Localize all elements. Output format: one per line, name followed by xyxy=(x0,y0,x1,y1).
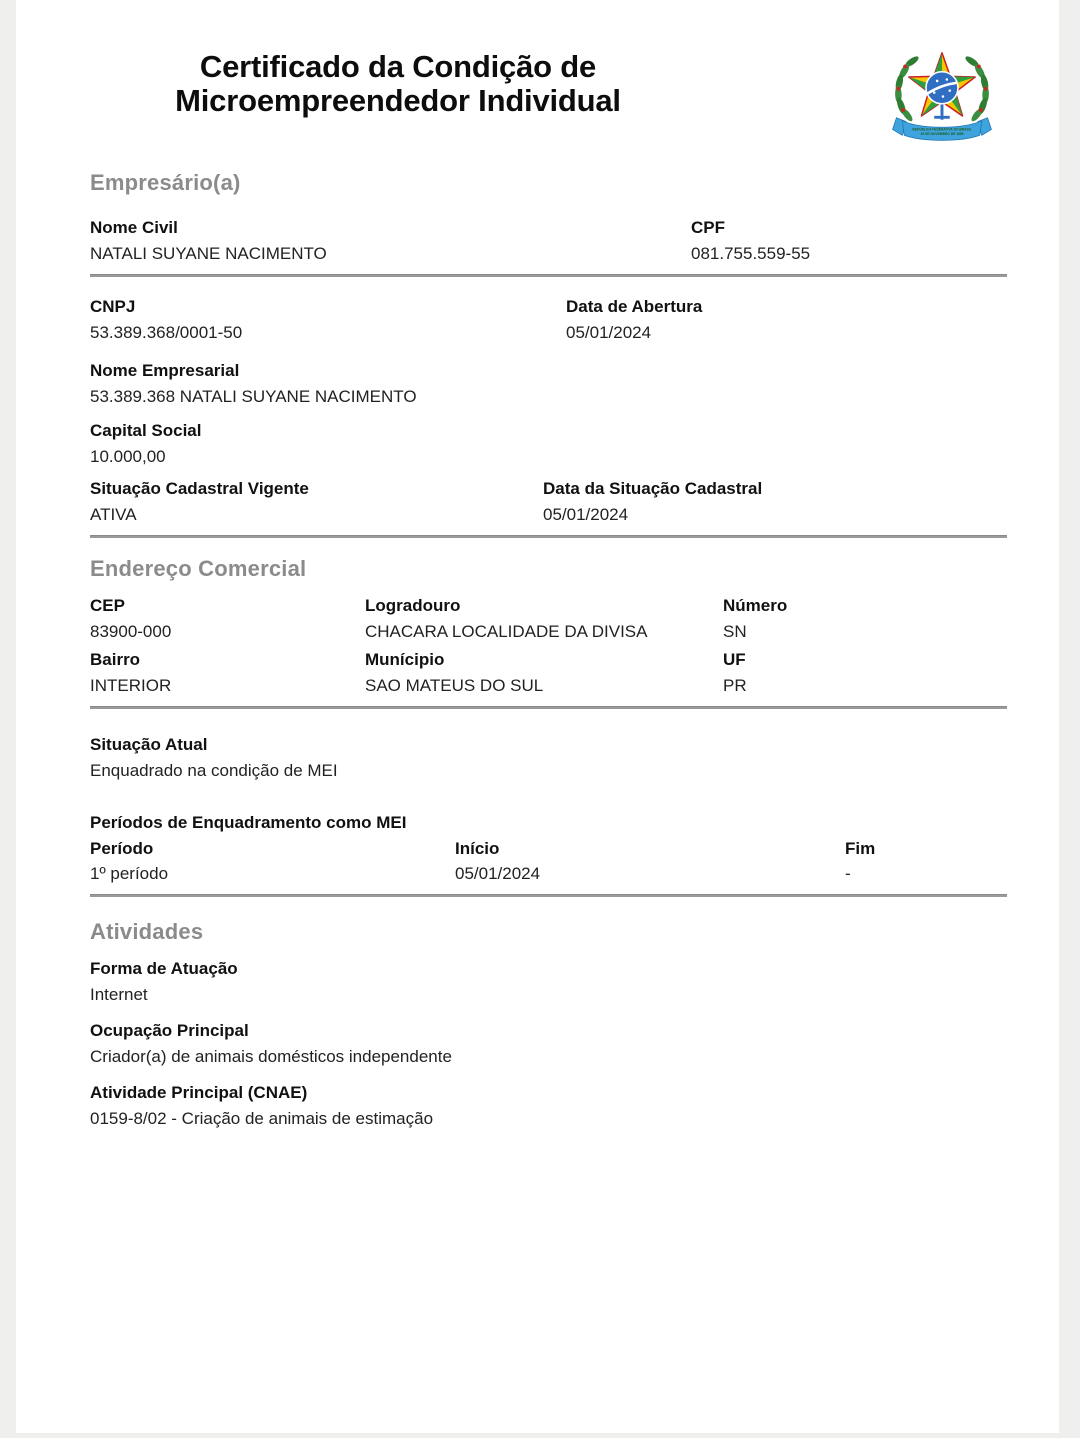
row-nome-civil-cpf xyxy=(90,218,1007,264)
page-title-line1: Certificado da Condição de xyxy=(199,49,597,84)
cell-inicio: 05/01/2024 xyxy=(455,864,541,883)
field-nome-empresarial xyxy=(90,361,1007,407)
field-cnpj xyxy=(90,297,566,343)
brazil-coat-of-arms-icon xyxy=(879,44,1005,146)
cnpj-value: 53.389.368/0001-50 xyxy=(90,323,243,342)
certificate-page xyxy=(16,0,1059,1433)
cpf-label: CPF xyxy=(691,218,725,237)
uf-label: UF xyxy=(723,650,746,669)
bairro-label: Bairro xyxy=(90,650,141,669)
section-header-endereco: Endereço Comercial xyxy=(90,556,307,581)
field-data-situacao xyxy=(543,479,1007,525)
document-header xyxy=(90,0,1007,137)
cep-value: 83900-000 xyxy=(90,622,172,641)
situacao-atual-value: Enquadrado na condição de MEI xyxy=(90,761,338,780)
field-cep xyxy=(90,596,365,642)
situacao-atual-label: Situação Atual xyxy=(90,735,208,754)
nome-civil-label: Nome Civil xyxy=(90,218,178,237)
field-nome-civil xyxy=(90,218,691,264)
logradouro-label: Logradouro xyxy=(365,596,461,615)
data-situacao-value: 05/01/2024 xyxy=(543,505,629,524)
ocupacao-principal-value: Criador(a) de animais domésticos independente xyxy=(90,1047,452,1066)
field-ocupacao-principal xyxy=(90,1021,1007,1067)
data-abertura-value: 05/01/2024 xyxy=(566,323,652,342)
wreath-right xyxy=(964,55,990,123)
numero-label: Número xyxy=(723,596,788,615)
forma-atuacao-value: Internet xyxy=(90,985,148,1004)
cnpj-label: CNPJ xyxy=(90,297,136,316)
logradouro-value: CHACARA LOCALIDADE DA DIVISA xyxy=(365,622,648,641)
situacao-cadastral-label: Situação Cadastral Vigente xyxy=(90,479,309,498)
field-uf xyxy=(723,650,1007,696)
periodos-header: Períodos de Enquadramento como MEI xyxy=(90,813,407,832)
field-atividade-cnae xyxy=(90,1083,1007,1129)
bairro-value: INTERIOR xyxy=(90,676,172,695)
ribbon-text-line2: 15 DE NOVEMBRO DE 1889 xyxy=(920,132,964,137)
divider xyxy=(90,706,1007,709)
row-situacao-cadastral xyxy=(90,479,1007,525)
field-situacao-cadastral xyxy=(90,479,543,525)
capital-social-value: 10.000,00 xyxy=(90,447,166,466)
capital-social-label: Capital Social xyxy=(90,421,202,440)
situacao-cadastral-value: ATIVA xyxy=(90,505,137,524)
field-municipio xyxy=(365,650,723,696)
nome-empresarial-value: 53.389.368 NATALI SUYANE NACIMENTO xyxy=(90,387,417,406)
divider xyxy=(90,894,1007,897)
cep-label: CEP xyxy=(90,596,125,615)
page-title-line2: Microempreendedor Individual xyxy=(175,83,621,118)
periodos-table-header xyxy=(90,839,1007,859)
nome-civil-value: NATALI SUYANE NACIMENTO xyxy=(90,244,327,263)
field-situacao-atual xyxy=(90,735,1007,781)
municipio-label: Munícipio xyxy=(365,650,445,669)
atividade-cnae-label: Atividade Principal (CNAE) xyxy=(90,1083,308,1102)
uf-value: PR xyxy=(723,676,747,695)
col-inicio: Início xyxy=(455,839,500,858)
field-logradouro xyxy=(365,596,723,642)
ribbon-text-line1: REPÚBLICA FEDERATIVA DO BRASIL xyxy=(912,127,972,132)
nome-empresarial-label: Nome Empresarial xyxy=(90,361,240,380)
row-endereco-1 xyxy=(90,596,1007,642)
field-data-abertura xyxy=(566,297,1007,343)
field-numero xyxy=(723,596,1007,642)
data-abertura-label: Data de Abertura xyxy=(566,297,703,316)
field-forma-atuacao xyxy=(90,959,1007,1005)
col-fim: Fim xyxy=(845,839,876,858)
sword-guard xyxy=(934,116,950,119)
section-header-empresario: Empresário(a) xyxy=(90,170,241,195)
section-header-atividades: Atividades xyxy=(90,919,204,944)
numero-value: SN xyxy=(723,622,747,641)
field-capital-social xyxy=(90,421,1007,467)
cell-periodo: 1º período xyxy=(90,864,169,883)
page-title xyxy=(128,50,668,118)
periodos-section xyxy=(90,813,1007,884)
field-cpf xyxy=(691,218,1007,264)
col-periodo: Período xyxy=(90,839,154,858)
cpf-value: 081.755.559-55 xyxy=(691,244,811,263)
divider xyxy=(90,535,1007,538)
forma-atuacao-label: Forma de Atuação xyxy=(90,959,238,978)
ocupacao-principal-label: Ocupação Principal xyxy=(90,1021,249,1040)
row-cnpj-abertura xyxy=(90,297,1007,343)
globe xyxy=(926,72,958,104)
atividade-cnae-value: 0159-8/02 - Criação de animais de estimação xyxy=(90,1109,434,1128)
cell-fim: - xyxy=(845,864,851,883)
wreath-left xyxy=(894,55,920,123)
data-situacao-label: Data da Situação Cadastral xyxy=(543,479,763,498)
municipio-value: SAO MATEUS DO SUL xyxy=(365,676,544,695)
field-bairro xyxy=(90,650,365,696)
table-row xyxy=(90,859,1007,884)
row-endereco-2 xyxy=(90,650,1007,696)
divider xyxy=(90,274,1007,277)
